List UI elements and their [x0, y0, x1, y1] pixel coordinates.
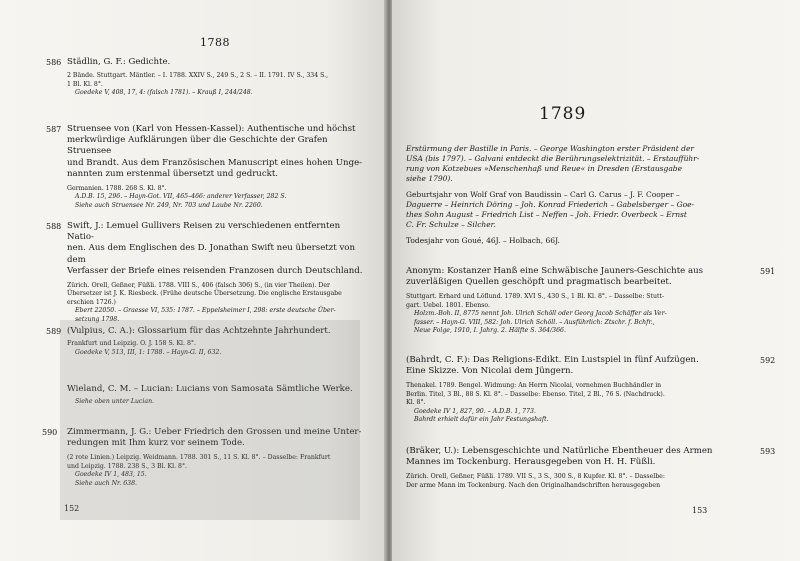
historical-events: Erstürmung der Bastille in Paris. – George Washington erster Präsident der USA (bis 1797). – Galvani entdeckt die Berührungselektrizität. – Erstaufführ- rung von Kotzebues »Menschenhaß und Reue« in Dresden (Erstausgabe siehe 1790). [406, 144, 700, 183]
entry-591: Anonym: Kostanzer Hanß eine Schwäbische Jauners-Geschichte aus zuverläßigen Quellen geschöpft und pragmatisch bearbeitet. Stuttgart. Erhard und Löflund. 1789. XVI S., 430 S., 1 Bl. Kl. 8°. – Dasselbe: Stutt- gart. Uebel. 1801. Ebenso. Holzm.-Boh. II, 8775 nennt Joh. Ulrich Schöll oder Georg Jacob Schäffer als Ver- fasser. – Hayn-G. VIII, 582: Joh. Ulrich Schöll. – Ausführlich: Ztschr. f. Bchfr., Neue Folge, 1910, I. Jahrg. 2. Hälfte S. 364/366. [406, 266, 704, 335]
entry-593: (Bräker, U.): Lebensgeschichte und Natürliche Ebentheuer des Armen Mannes im Tockenburg. Herausgegeben von H. H. Füßli. Zürich. Orell, Geßner, Füßli. 1789. VII S., 3 S., 300 S., 8 Kupfer. Kl. 8°. – Dasselbe: Der arme Mann im Tockenburg. Nach den Originalhandschriften herausgegeben [406, 446, 713, 489]
right-page [392, 0, 800, 561]
entry-592: (Bahrdt, C. F.): Das Religions-Edikt. Ein Lustspiel in fünf Aufzügen. Eine Skizze. Von Nicolai dem Jüngern. Thenakel. 1789. Bengel. Widmung: An Herrn Nicolai, vornehmen Buchhändler in Berlin. Titel, 3 Bl., 88 S. Kl. 8°. – Dasselbe: Ebenso. Titel, 2 Bl., 76 S. (Nachdruck). Kl. 8°. Goedeke IV 1, 827, 90. – A.D.B. 1, 773. Bahrdt erhielt dafür ein Jahr Festungshaft. [406, 355, 699, 424]
entry-number: 586 [46, 58, 62, 67]
entry-number: 587 [46, 125, 62, 134]
entry-number: 588 [46, 222, 62, 231]
entry-589: (Vulpius, C. A.): Glossarium für das Achtzehnte Jahrhundert. Frankfurt und Leipzig. O. J. 158 S. Kl. 8°. Goedeke V, 513, III, 1: 1788. – Hayn-G. II, 632. [67, 326, 331, 356]
entry-number: 591 [760, 267, 776, 276]
entry-number: 589 [46, 327, 62, 336]
entry-586: Städlin, G. F.: Gedichte. 2 Bände. Stuttgart. Mäntler. – I. 1788. XXIV S., 249 S., 2 S. – II. 1791. IV S., 334 S., 1 Bl. Kl. 8°. Goedeke V, 408, 17, 4: (falsch 1781). – Krauß I, 244/248. [67, 57, 367, 97]
entry-588: Swift, J.: Lemuel Gullivers Reisen zu verschiedenen entfernten Natio- nen. Aus dem Englischen des D. Jonathan Swift neu übersetzt von dem Verfasser der Briefe eines reisenden Franzosen durch Deutschland. Zürich. Orell, Geßner, Füßli. 1788. VIII S., 406 (falsch 306) S., (in vier Theilen). Der Übersetzer ist J. K. Riesbeck. (Frühe deutsche Übersetzung. Die englische Erstausgabe erschien 1726.) Ebert 22050. – Graesse VI, 535: 1787. – Eppelsheimer I, 298: erste deutsche Über- setzung 1798. [67, 221, 363, 323]
left-page-year: 1788 [200, 36, 230, 49]
entry-wieland: Wieland, C. M. – Lucian: Lucians von Samosata Sämtliche Werke. Siehe oben unter Lucian. [67, 384, 353, 406]
entry-number: 590 [42, 428, 58, 437]
left-folio: 152 [64, 504, 80, 513]
left-page [0, 0, 386, 561]
death-years: Todesjahr von Goué, 46J. – Holbach, 66J. [406, 236, 560, 245]
entry-number: 593 [760, 447, 776, 456]
right-folio: 153 [692, 506, 708, 515]
birth-years: Geburtsjahr von Wolf Graf von Baudissin – Carl G. Carus – J. F. Cooper – Daguerre – Heinrich Döring – Joh. Konrad Friederich – Gabelsberger – Goe- thes Sohn August – Friedrich List – Neffen – Joh. Friedr. Overbeck – Ernst C. Fr. Schulze – Silcher. [406, 190, 695, 229]
right-page-year: 1789 [539, 104, 587, 124]
entry-number: 592 [760, 356, 776, 365]
entry-heading: Städlin, G. F.: Gedichte. [67, 57, 171, 67]
entry-587: Struensee von (Karl von Hessen-Kassel): Authentische und höchst merkwürdige Aufklärungen über die Geschichte der Grafen Struensee und Brandt. Aus dem Französischen Manuscript eines hohen Unge- nannten zum erstenmal übersetzt und gedruckt. Germanien. 1788. 268 S. Kl. 8°. A.D.B. 15, 296. – Hayn-Got. VII, 465–466: anderer Verfasser, 282 S. Siehe auch Struensee Nr. 249, Nr. 703 und Laube Nr. 2260. [67, 124, 363, 209]
entry-590: Zimmermann, J. G.: Ueber Friedrich den Grossen und meine Unter- redungen mit Ihm kurz vor seinem Tode. (2 rote Linien.) Leipzig. Weidmann. 1788. 301 S., 11 S. Kl. 8°. – Dasselbe: Frankfurt und Leipzig. 1788. 238 S., 3 Bl. Kl. 8°. Goedeke IV 1, 483, 15. Siehe auch Nr. 638. [67, 427, 362, 487]
